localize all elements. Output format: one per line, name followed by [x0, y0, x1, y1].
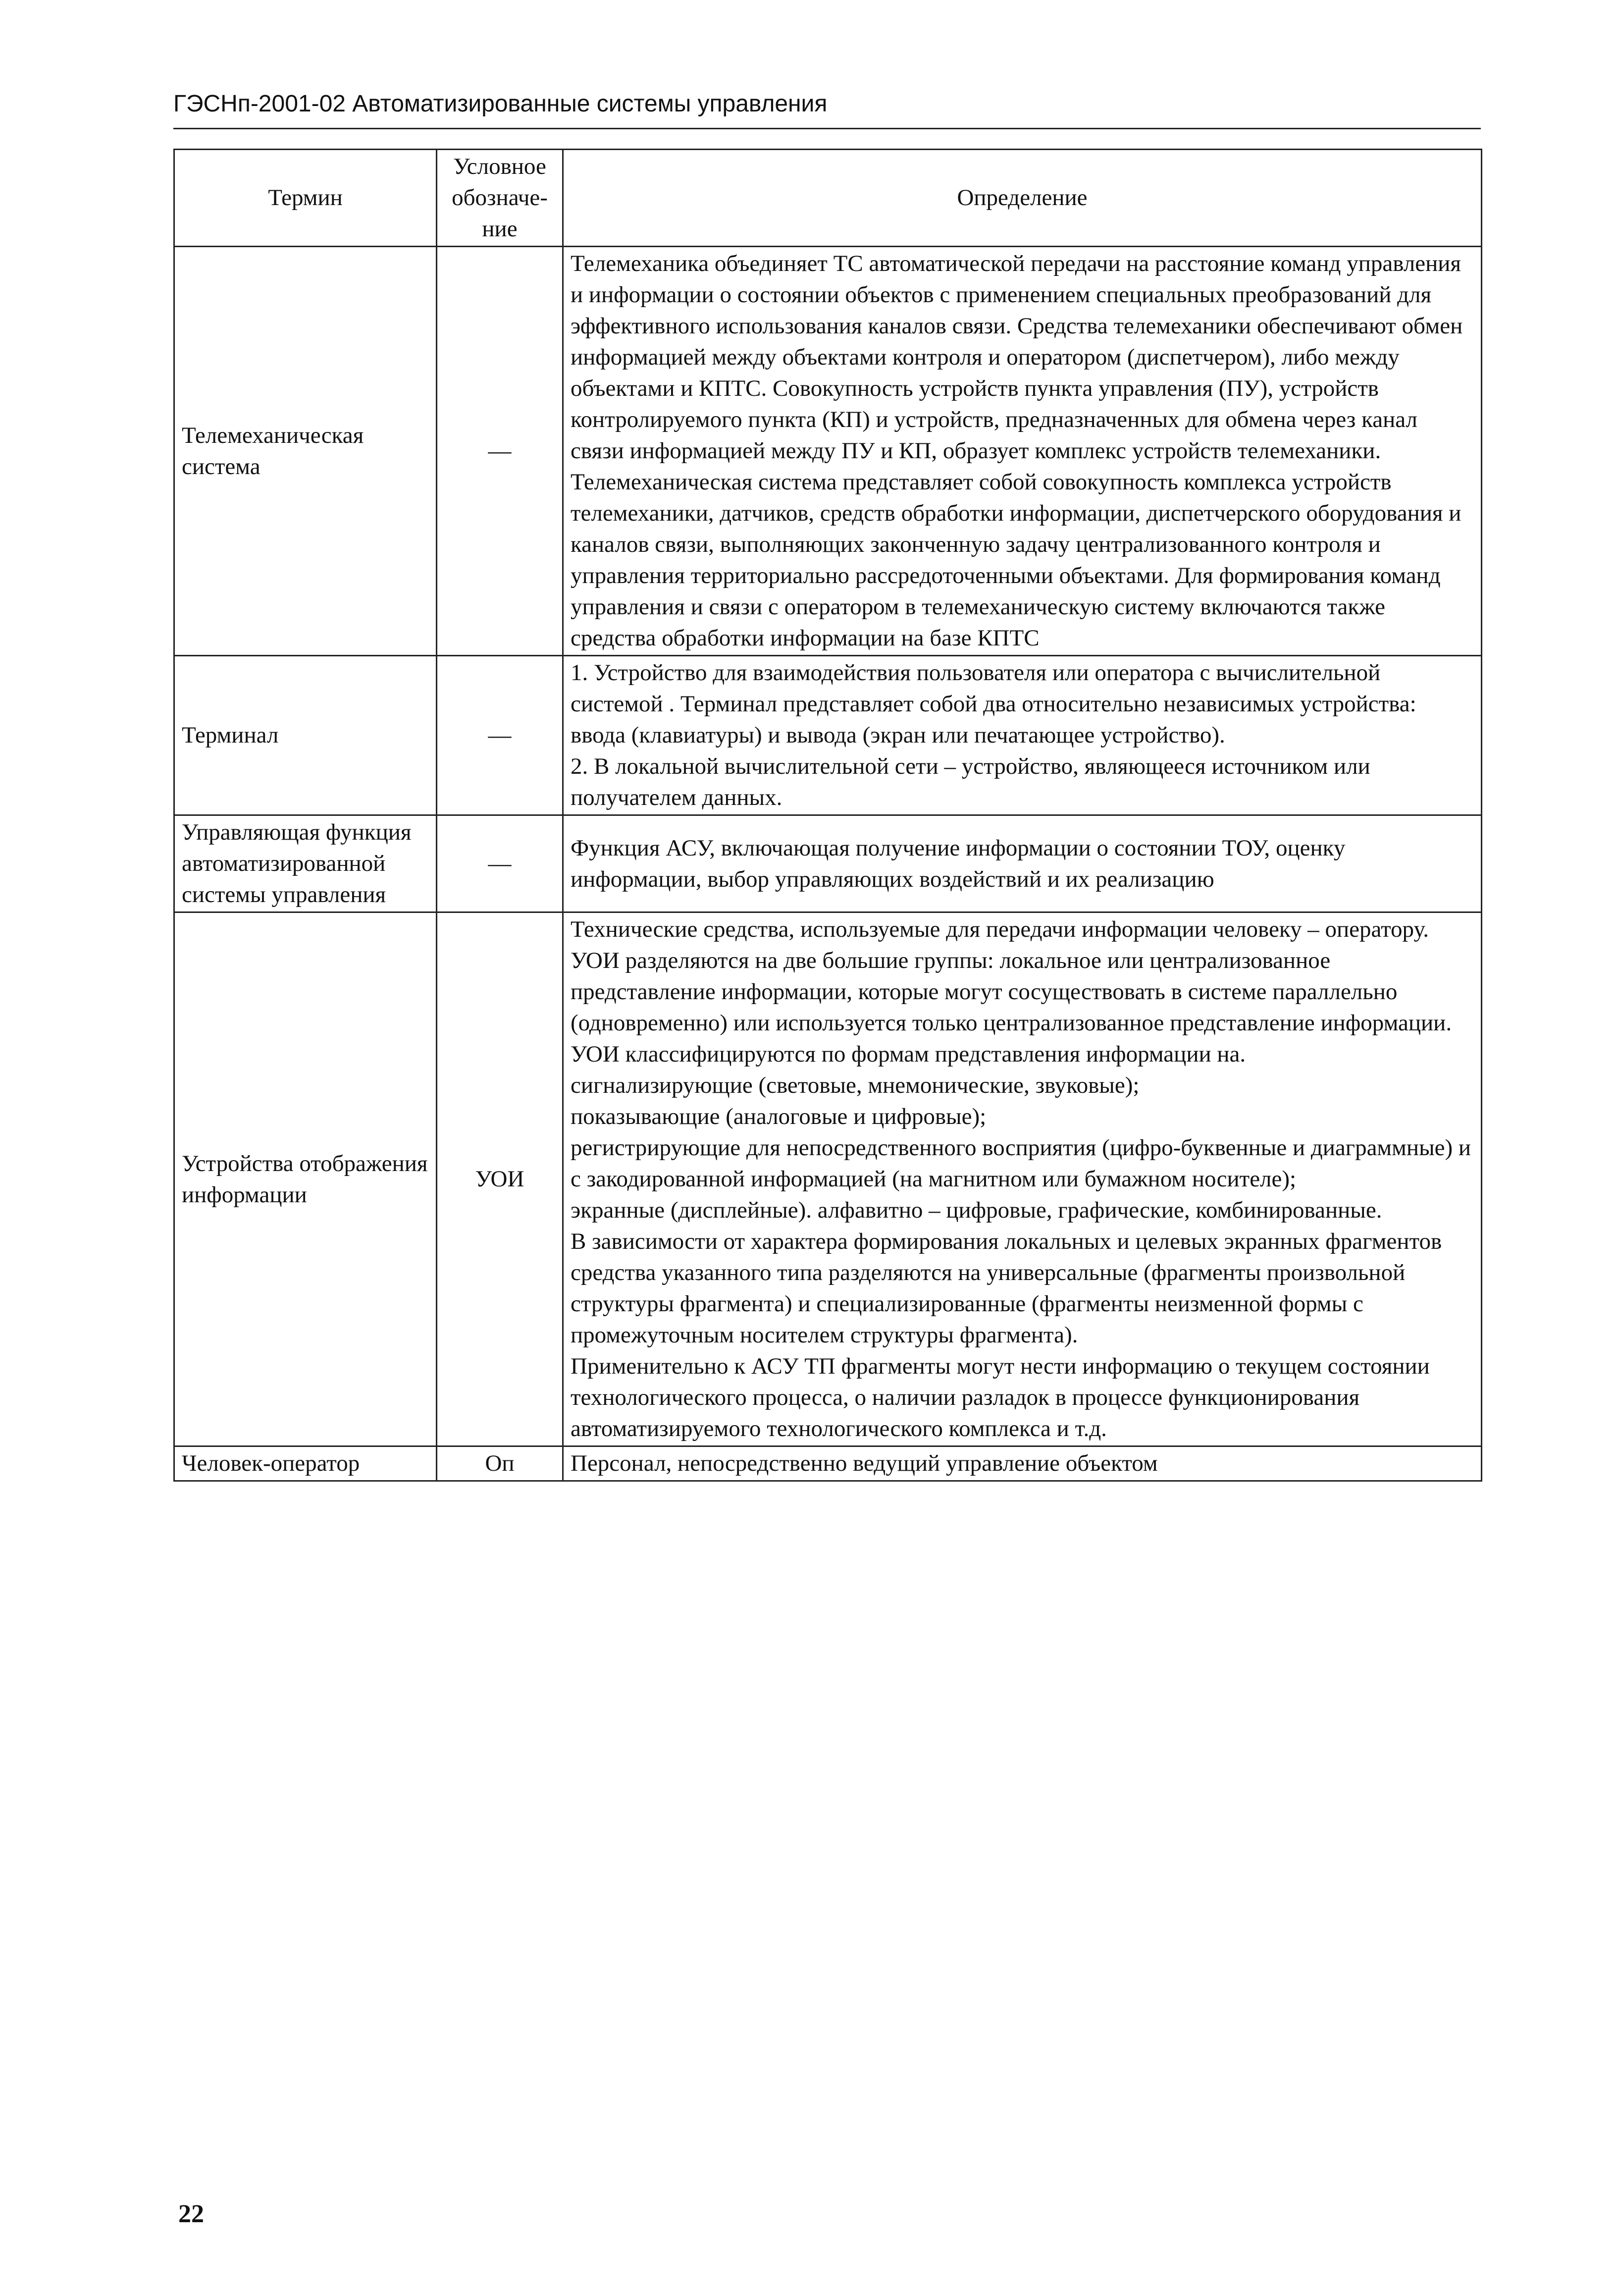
terms-table	[173, 149, 1482, 1482]
definition-cell	[563, 656, 1482, 815]
definition-cell	[563, 912, 1482, 1446]
term-cell: Устройства отображения информации	[174, 912, 437, 1446]
definition-paragraph: Телемеханика объединяет ТС автоматической передачи на расстояние команд управления и информации о состоянии объектов с применением специальных преобразований для эффективного использования каналов связи. Средства телемеханики обеспечивают обмен информацией между объектами контроля и оператором (диспетчером), либо между объектами и КПТС. Совокупность устройств пункта управления (ПУ), устройств контролируемого пункта (КП) и устройств, предназначенных для обмена через канал связи информацией между ПУ и КП, образует комплекс устройств телемеханики.	[571, 251, 1463, 464]
definition-paragraph: экранные (дисплейные). алфавитно – цифровые, графические, комбинированные.	[571, 1197, 1382, 1223]
table-row	[174, 815, 1482, 912]
abbreviation-cell: —	[437, 815, 563, 912]
definition-paragraph: Технические средства, используемые для передачи информации человеку – оператору.	[571, 916, 1429, 942]
column-header-abbreviation: Условное обозначе-ние	[437, 150, 563, 247]
table-row	[174, 912, 1482, 1446]
definition-paragraph: Персонал, непосредственно ведущий управление объектом	[571, 1450, 1158, 1476]
definition-cell	[563, 815, 1482, 912]
column-header-term: Термин	[174, 150, 437, 247]
definition-paragraph: УОИ классифицируются по формам представления информации на.	[571, 1041, 1246, 1067]
definition-paragraph: Функция АСУ, включающая получение информации о состоянии ТОУ, оценку информации, выбор управляющих воздействий и их реализацию	[571, 835, 1346, 892]
definition-paragraph: В зависимости от характера формирования локальных и целевых экранных фрагментов средства указанного типа разделяются на универсальные (фрагменты произвольной структуры фрагмента) и специализированные (фрагменты неизменной формы с промежуточным носителем структуры фрагмента).	[571, 1228, 1442, 1348]
running-header: ГЭСНп-2001-02 Автоматизированные системы управления	[173, 91, 828, 117]
table-header-row	[174, 150, 1482, 247]
definition-cell	[563, 247, 1482, 656]
table-row	[174, 247, 1482, 656]
definition-paragraph: Телемеханическая система представляет собой совокупность комплекса устройств телемеханики, датчиков, средств обработки информации, диспетчерского оборудования и каналов связи, выполняющих законченную задачу централизованного контроля и управления территориально рассредоточенными объектами. Для формирования команд управления и связи с оператором в телемеханическую систему включаются также средства обработки информации на базе КПТС	[571, 469, 1461, 651]
definition-cell	[563, 1446, 1482, 1481]
column-header-definition: Определение	[563, 150, 1482, 247]
term-cell: Терминал	[174, 656, 437, 815]
table-row	[174, 656, 1482, 815]
definition-paragraph: Применительно к АСУ ТП фрагменты могут нести информацию о текущем состоянии технологического процесса, о наличии разладок в процессе функционирования автоматизируемого технологического комплекса и т.д.	[571, 1353, 1430, 1442]
header-rule	[173, 128, 1481, 129]
page-number: 22	[178, 2200, 204, 2228]
definition-paragraph: сигнализирующие (световые, мнемонические, звуковые);	[571, 1072, 1140, 1098]
term-cell: Телемеханическая система	[174, 247, 437, 656]
table-row	[174, 1446, 1482, 1481]
abbreviation-cell: УОИ	[437, 912, 563, 1446]
definition-paragraph: 1. Устройство для взаимодействия пользователя или оператора с вычислительной системой . Терминал представляет собой два относительно независимых устройства: ввода (клавиатуры) и вывода (экран или печатающее устройство).	[571, 660, 1416, 748]
term-cell: Человек-оператор	[174, 1446, 437, 1481]
definition-paragraph: показывающие (аналоговые и цифровые);	[571, 1104, 987, 1129]
definition-paragraph: УОИ разделяются на две большие группы: локальное или централизованное представление информации, которые могут сосуществовать в системе параллельно (одновременно) или используется только централизованное представление информации.	[571, 948, 1452, 1036]
term-cell: Управляющая функция автоматизированной системы управления	[174, 815, 437, 912]
definition-paragraph: 2. В локальной вычислительной сети – устройство, являющееся источником или получателем данных.	[571, 753, 1370, 810]
definition-paragraph: регистрирующие для непосредственного восприятия (цифро-буквенные и диаграммные) и с закодированной информацией (на магнитном или бумажном носителе);	[571, 1135, 1471, 1192]
abbreviation-cell: —	[437, 247, 563, 656]
abbreviation-cell: Оп	[437, 1446, 563, 1481]
abbreviation-cell: —	[437, 656, 563, 815]
